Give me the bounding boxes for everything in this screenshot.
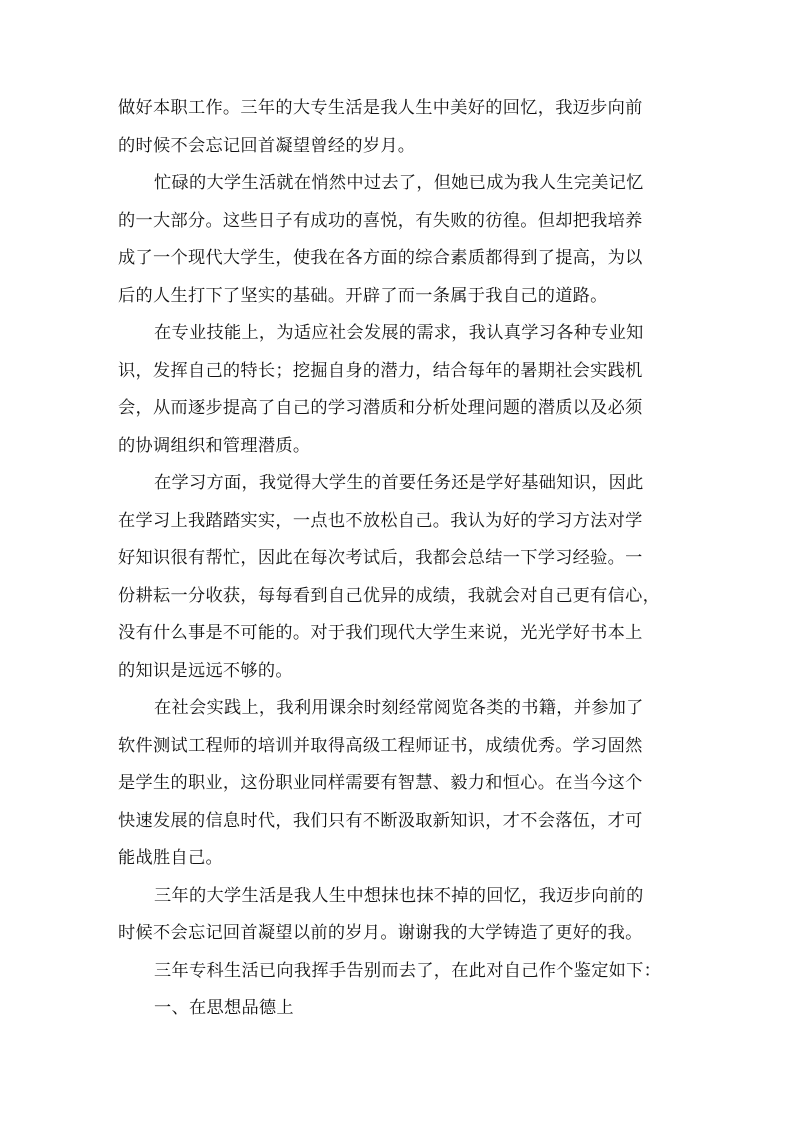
text-line: 后的人生打下了坚实的基础。开辟了而一条属于我自己的道路。 [118,285,608,306]
text-line: 识，发挥自己的特长；挖掘自身的潜力，结合每年的暑期社会实践机 [118,360,643,381]
paragraph-start-line: 三年的大学生活是我人生中想抹也抹不掉的回忆，我迈步向前的 [154,885,644,906]
text-line: 能战胜自己。 [118,848,223,868]
paragraph-start-line: 在专业技能上，为适应社会发展的需求，我认真学习各种专业知 [154,323,644,343]
text-line: 成了一个现代大学生，使我在各方面的综合素质都得到了提高，为以 [118,248,643,268]
text-line: 份耕耘一分收获，每每看到自己优异的成绩，我就会对自己更有信心， [118,585,661,606]
section-heading: 一、在思想品德上 [154,998,294,1018]
text-line: 快速发展的信息时代，我们只有不断汲取新知识，才不会落伍，才可 [118,810,643,831]
paragraph-start-line: 在社会实践上，我利用课余时刻经常阅览各类的书籍，并参加了 [154,698,644,718]
text-line: 的知识是远远不够的。 [118,660,293,681]
text-line: 的协调组织和管理潜质。 [118,435,311,456]
text-line: 没有什么事是不可能的。对于我们现代大学生来说，光光学好书本上 [118,623,643,643]
text-line: 会，从而逐步提高了自己的学习潜质和分析处理问题的潜质以及必须 [118,398,643,418]
text-line: 的一大部分。这些日子有成功的喜悦，有失败的彷徨。但却把我培养 [118,210,643,231]
paragraph-start-line: 忙碌的大学生活就在悄然中过去了，但她已成为我人生完美记忆 [154,173,644,193]
text-line: 时候不会忘记回首凝望以前的岁月。谢谢我的大学铸造了更好的我。 [118,923,643,943]
text-line: 软件测试工程师的培训并取得高级工程师证书，成绩优秀。学习固然 [118,735,643,756]
text-line: 做好本职工作。三年的大专生活是我人生中美好的回忆，我迈步向前 [118,98,643,118]
text-line: 的时候不会忘记回首凝望曾经的岁月。 [118,135,416,156]
paragraph-start-line: 在学习方面，我觉得大学生的首要任务还是学好基础知识，因此 [154,473,644,493]
text-line: 在学习上我踏踏实实，一点也不放松自己。我认为好的学习方法对学 [118,510,643,531]
paragraph-start-line: 三年专科生活已向我挥手告别而去了，在此对自己作个鉴定如下： [154,960,662,981]
text-line: 是学生的职业，这份职业同样需要有智慧、毅力和恒心。在当今这个 [118,773,643,793]
document-page [118,90,678,1028]
text-line: 好知识很有帮忙，因此在每次考试后，我都会总结一下学习经验。一 [118,548,643,568]
